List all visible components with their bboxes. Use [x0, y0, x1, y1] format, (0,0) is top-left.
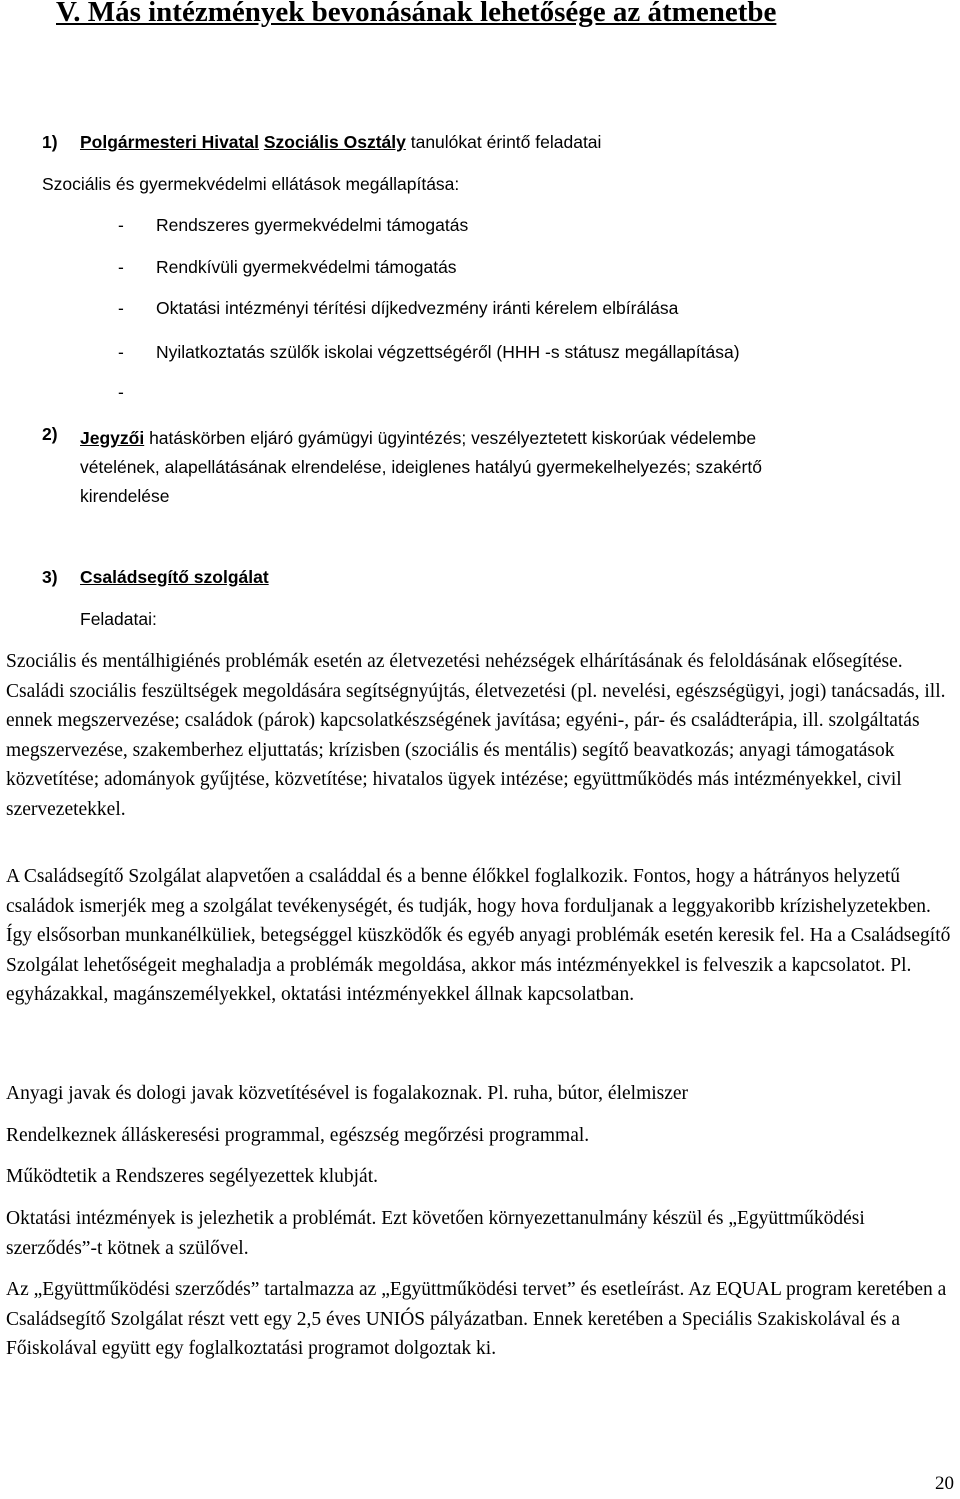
section-1-heading-rest: tanulókat érintő feladatai [410, 132, 602, 152]
list-item: Nyilatkoztatás szülők iskolai végzettségéről (HHH -s státusz megállapítása) [156, 342, 740, 362]
section-3-number: 3) [42, 567, 58, 587]
section-1-org-office: Polgármesteri Hivatal [80, 132, 259, 152]
list-item-dash: - [118, 298, 124, 318]
section-2-body [80, 424, 762, 511]
paragraph-tasks: Szociális és mentálhigiénés problémák esetén az életvezetési nehézségek elhárításának és feloldásának elősegítése. Családi szociális feszültségek megoldására segítségnyújtás, életvezetési (pl. nevelési, egészségügyi, jogi) tanácsadás, ill. ennek megszervezése; családok (párok) kapcsolatkészségének javítása; egyéni-, pár- és családterápia, ill. szolgáltatás megszervezése, szakemberhez eljuttatás; krízisben (szociális és mentális) segítő beavatkozás; anyagi támogatások közvetítése; adományok gyűjtése, közvetítése; hivatalos ügyek intézése; együttműködés más intézményekkel, civil szervezetekkel. [6, 651, 946, 820]
section-1-heading [80, 132, 601, 153]
section-1-number: 1) [42, 132, 58, 152]
list-item: Oktatási intézményi térítési díjkedvezmény iránti kérelem elbírálása [156, 298, 679, 318]
section-2-line-3: kirendelése [80, 486, 170, 506]
section-3-title: Családsegítő szolgálat [80, 567, 269, 587]
list-item: Rendszeres gyermekvédelmi támogatás [156, 215, 469, 235]
list-item-dash-empty: - [118, 382, 124, 402]
page-number: 20 [935, 1473, 954, 1494]
section-2-line-2: vételének, alapellátásának elrendelése, ideiglenes hatályú gyermekelhelyezés; szakértő [80, 457, 762, 477]
section-1-intro: Szociális és gyermekvédelmi ellátások megállapítása: [42, 174, 460, 194]
paragraph-job-programs: Rendelkeznek álláskeresési programmal, egészség megőrzési programmal. [6, 1125, 590, 1146]
paragraph-agreement: Az „Együttműködési szerződés” tartalmazza az „Együttműködési tervet” és esetleírást. Az EQUAL program keretében a Családsegítő Szolgálat részt vett egy 2,5 éves UNIÓS pályázatban. Ennek keretében a Speciális Szakiskolával és a Főiskolával együtt egy foglalkoztatási programot dolgoztak ki. [6, 1279, 947, 1359]
paragraph-schools: Oktatási intézmények is jelezhetik a problémát. Ezt követően környezettanulmány készül és „Együttműködési szerződés”-t kötnek a szülővel. [6, 1208, 865, 1259]
list-item: Rendkívüli gyermekvédelmi támogatás [156, 257, 457, 277]
paragraph-club: Működtetik a Rendszeres segélyezettek klubját. [6, 1166, 379, 1187]
section-2-line-1: hatáskörben eljáró gyámügyi ügyintézés; veszélyeztetett kiskorúak védelembe [149, 428, 757, 448]
section-2-title: Jegyzői [80, 428, 145, 448]
list-item-dash: - [118, 257, 124, 277]
paragraph-service-overview: A Családsegítő Szolgálat alapvetően a családdal és a benne élőkkel foglalkozik. Fontos, hogy a hátrányos helyzetű családok ismerjék meg a szolgálat tevékenységét, és tudják, hogy hova forduljanak a leggyakoribb krízishelyzetekben. Így elsősorban munkanélküliek, betegséggel küszködők és egyéb anyagi problémák esetén keresik fel. Ha a Családsegítő Szolgálat lehetőségeit meghaladja a problémák megoldása, akkor más intézményekkel is felveszik a kapcsolatot. Pl. egyházakkal, magánszemélyekkel, oktatási intézményekkel állnak kapcsolatban. [6, 866, 951, 1005]
list-item-dash: - [118, 215, 124, 235]
chapter-heading: V. Más intézmények bevonásának lehetősége az átmenetbe [56, 0, 777, 28]
section-3-label: Feladatai: [80, 609, 157, 629]
section-1-org-department: Szociális Osztály [263, 132, 406, 152]
section-2-number: 2) [42, 424, 58, 444]
paragraph-goods-mediation: Anyagi javak és dologi javak közvetítésével is fogalakoznak. Pl. ruha, bútor, élelmiszer [6, 1083, 689, 1104]
list-item-dash: - [118, 342, 124, 362]
